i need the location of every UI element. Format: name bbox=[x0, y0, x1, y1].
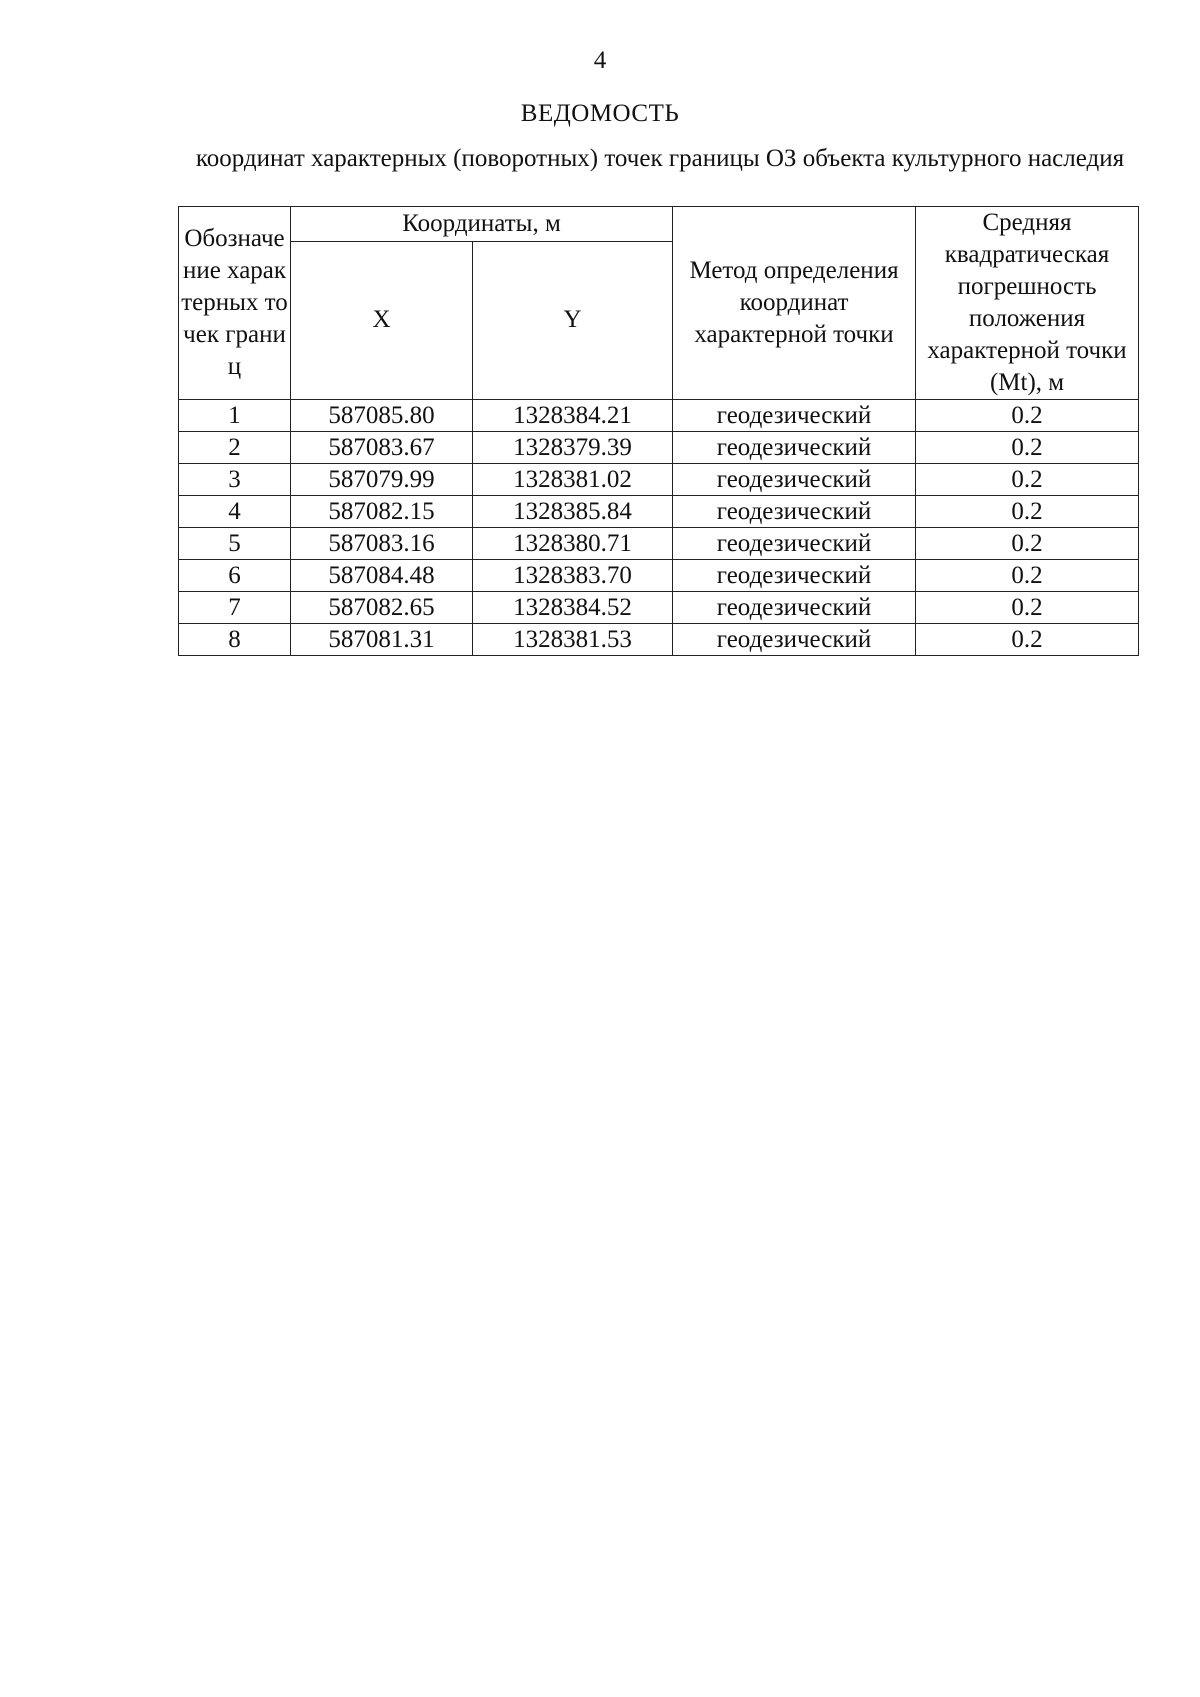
cell-point: 7 bbox=[179, 592, 291, 624]
cell-method: геодезический bbox=[673, 432, 916, 464]
table-row bbox=[179, 464, 1139, 496]
document-title: ВЕДОМОСТЬ bbox=[520, 100, 680, 127]
cell-x: 587083.67 bbox=[291, 432, 473, 464]
table-row bbox=[179, 592, 1139, 624]
header-point: Обозначение характерных точек границ bbox=[179, 207, 291, 400]
cell-method: геодезический bbox=[673, 528, 916, 560]
cell-x: 587083.16 bbox=[291, 528, 473, 560]
header-error: Средняя квадратическая погрешность положения характерной точки (Mt), м bbox=[916, 207, 1139, 400]
page-number: 4 bbox=[593, 47, 607, 74]
cell-error: 0.2 bbox=[916, 528, 1139, 560]
cell-method: геодезический bbox=[673, 464, 916, 496]
cell-error: 0.2 bbox=[916, 496, 1139, 528]
table-row bbox=[179, 496, 1139, 528]
table-row bbox=[179, 528, 1139, 560]
cell-y: 1328384.52 bbox=[473, 592, 673, 624]
coordinates-table bbox=[178, 206, 1139, 656]
cell-point: 3 bbox=[179, 464, 291, 496]
cell-method: геодезический bbox=[673, 496, 916, 528]
header-method: Метод определения координат характерной точки bbox=[673, 207, 916, 400]
document-subtitle: координат характерных (поворотных) точек границы ОЗ объекта культурного наследия bbox=[195, 145, 1125, 172]
table-header bbox=[179, 207, 1139, 400]
cell-x: 587081.31 bbox=[291, 624, 473, 656]
cell-point: 5 bbox=[179, 528, 291, 560]
cell-point: 1 bbox=[179, 400, 291, 432]
cell-error: 0.2 bbox=[916, 432, 1139, 464]
table-row bbox=[179, 560, 1139, 592]
cell-point: 2 bbox=[179, 432, 291, 464]
cell-error: 0.2 bbox=[916, 560, 1139, 592]
header-y: Y bbox=[473, 241, 673, 399]
table-body bbox=[179, 400, 1139, 656]
cell-x: 587082.65 bbox=[291, 592, 473, 624]
header-x: X bbox=[291, 241, 473, 399]
cell-x: 587082.15 bbox=[291, 496, 473, 528]
cell-y: 1328381.02 bbox=[473, 464, 673, 496]
cell-point: 4 bbox=[179, 496, 291, 528]
cell-point: 6 bbox=[179, 560, 291, 592]
header-coordinates: Координаты, м bbox=[291, 207, 673, 242]
cell-error: 0.2 bbox=[916, 400, 1139, 432]
cell-y: 1328379.39 bbox=[473, 432, 673, 464]
cell-error: 0.2 bbox=[916, 464, 1139, 496]
cell-point: 8 bbox=[179, 624, 291, 656]
cell-y: 1328380.71 bbox=[473, 528, 673, 560]
cell-error: 0.2 bbox=[916, 592, 1139, 624]
cell-y: 1328383.70 bbox=[473, 560, 673, 592]
cell-method: геодезический bbox=[673, 624, 916, 656]
table-row bbox=[179, 432, 1139, 464]
cell-y: 1328384.21 bbox=[473, 400, 673, 432]
cell-x: 587085.80 bbox=[291, 400, 473, 432]
table-row bbox=[179, 400, 1139, 432]
cell-method: геодезический bbox=[673, 400, 916, 432]
cell-x: 587084.48 bbox=[291, 560, 473, 592]
cell-method: геодезический bbox=[673, 592, 916, 624]
cell-y: 1328381.53 bbox=[473, 624, 673, 656]
table-row bbox=[179, 624, 1139, 656]
cell-y: 1328385.84 bbox=[473, 496, 673, 528]
cell-x: 587079.99 bbox=[291, 464, 473, 496]
cell-error: 0.2 bbox=[916, 624, 1139, 656]
cell-method: геодезический bbox=[673, 560, 916, 592]
